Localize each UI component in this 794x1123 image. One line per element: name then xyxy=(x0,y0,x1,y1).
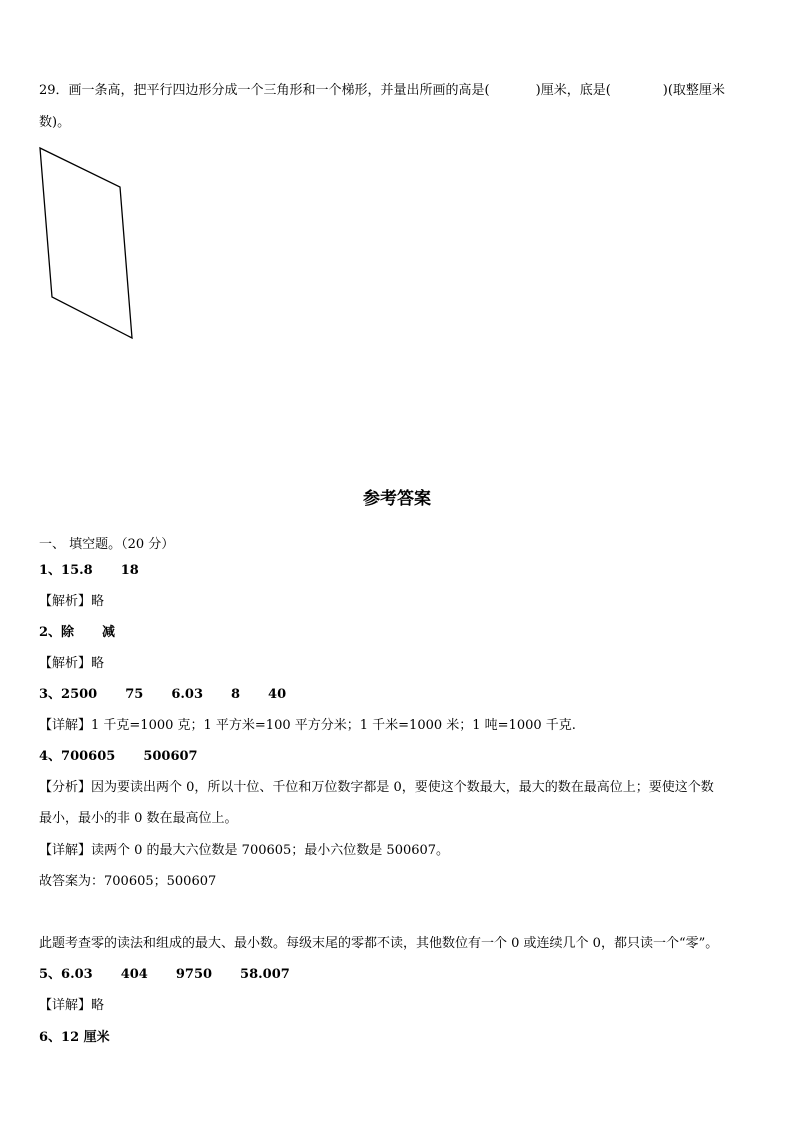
answer-3-part-3: 6.03 xyxy=(171,687,203,702)
question-29-text-b: )厘米，底是( xyxy=(535,83,611,98)
answer-5-part-1: 5、6.03 xyxy=(39,967,93,982)
answer-1-part-1: 1、15.8 xyxy=(39,563,93,578)
explanation-1: 【解析】略 xyxy=(39,594,105,609)
note-4: 此题考查零的读法和组成的最大、最小数。每级末尾的零都不读，其他数位有一个 0 或连续几个 0，都只读一个“零”。 xyxy=(39,936,719,951)
parallelogram-shape xyxy=(40,148,132,338)
answer-4-part-1: 4、700605 xyxy=(39,749,116,764)
answer-2-part-1: 2、除 xyxy=(39,625,75,640)
answer-4-part-2: 500607 xyxy=(143,749,198,764)
answer-5-part-2: 404 xyxy=(120,967,148,982)
question-29-text-c: )(取整厘米 xyxy=(662,83,725,98)
question-29-line-2: 数)。 xyxy=(39,115,71,130)
answer-5-part-4: 58.007 xyxy=(240,967,290,982)
answer-1 xyxy=(39,563,139,579)
answer-3 xyxy=(39,687,286,703)
answer-3-part-2: 75 xyxy=(125,687,144,702)
conclusion-4: 故答案为：700605；500607 xyxy=(39,874,217,889)
detail-4: 【详解】读两个 0 的最大六位数是 700605；最小六位数是 500607。 xyxy=(39,843,450,858)
answers-title: 参考答案 xyxy=(363,489,431,509)
analysis-4-line-1: 【分析】因为要读出两个 0，所以十位、千位和万位数字都是 0，要使这个数最大，最大的数在最高位上；要使这个数 xyxy=(39,780,714,795)
answer-4 xyxy=(39,749,198,765)
explanation-2: 【解析】略 xyxy=(39,656,105,671)
question-29-text-a: 29．画一条高，把平行四边形分成一个三角形和一个梯形，并量出所画的高是( xyxy=(39,83,490,98)
explanation-3: 【详解】1 千克=1000 克；1 平方米=100 平方分米；1 千米=1000 米；1 吨=1000 千克. xyxy=(39,718,576,733)
parallelogram-figure xyxy=(30,140,150,350)
answer-5-part-3: 9750 xyxy=(175,967,213,982)
answer-3-part-1: 3、2500 xyxy=(39,687,98,702)
answer-3-part-5: 40 xyxy=(268,687,287,702)
answer-6: 6、12 厘米 xyxy=(39,1030,110,1045)
answer-5 xyxy=(39,967,290,983)
answer-2 xyxy=(39,625,115,641)
explanation-5: 【详解】略 xyxy=(39,998,105,1013)
question-29-line-1 xyxy=(39,83,725,99)
answer-3-part-4: 8 xyxy=(231,687,241,702)
section-heading: 一、 填空题。（20 分） xyxy=(39,537,175,552)
analysis-4-line-2: 最小，最小的非 0 数在最高位上。 xyxy=(39,811,238,826)
answer-1-part-2: 18 xyxy=(120,563,139,578)
answer-2-part-2: 减 xyxy=(102,625,116,640)
